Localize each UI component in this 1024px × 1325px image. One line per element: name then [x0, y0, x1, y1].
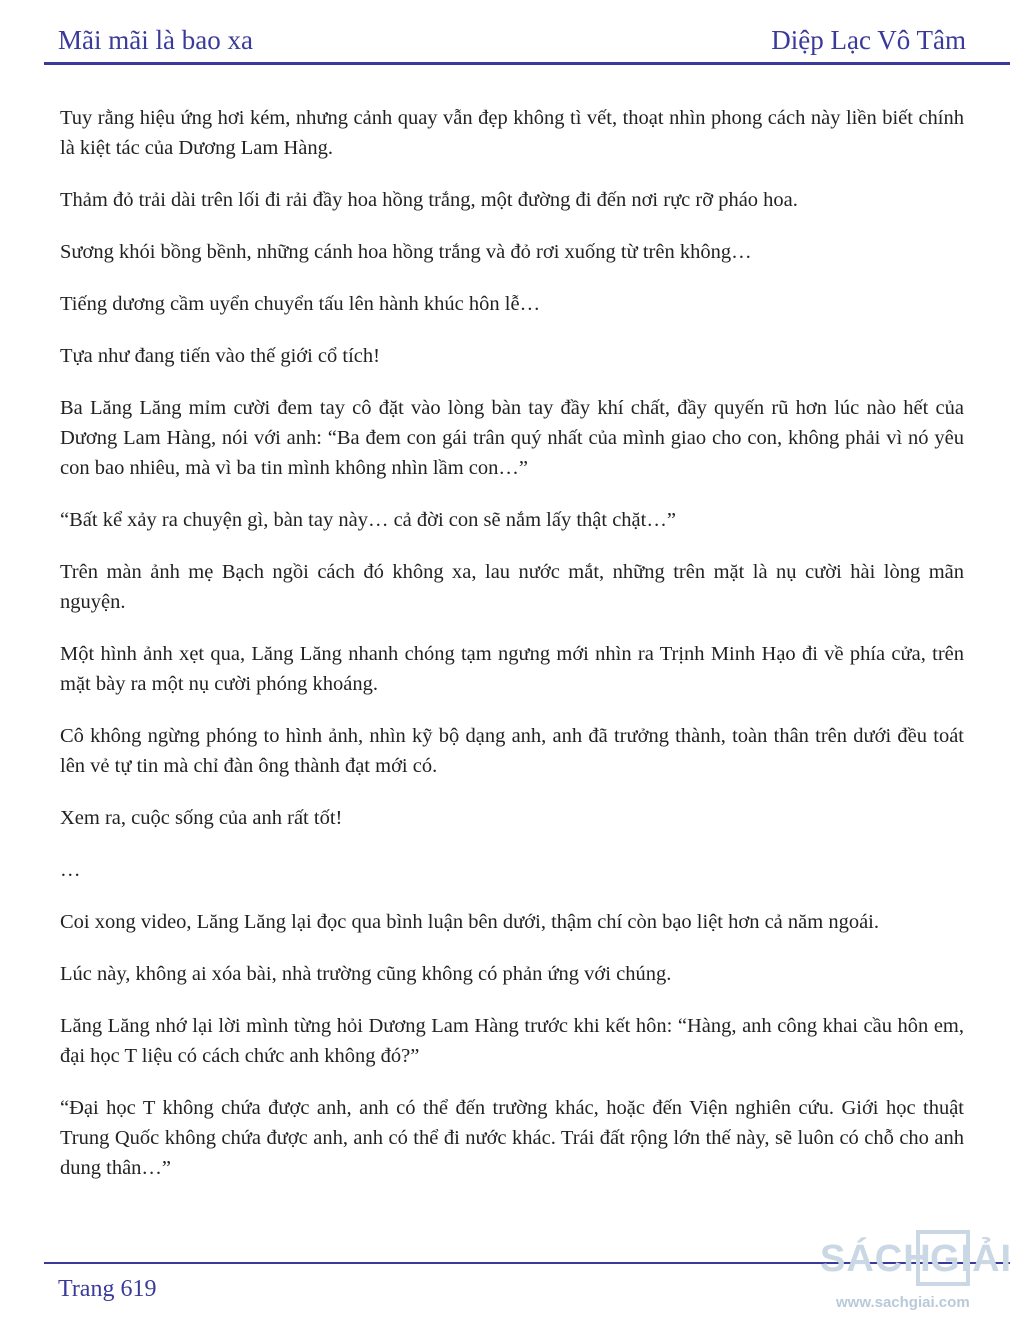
paragraph: Tuy rằng hiệu ứng hơi kém, nhưng cảnh quay vẫn đẹp không tì vết, thoạt nhìn phong cách này liền biết chính là kiệt tác của Dương Lam Hàng.: [60, 107, 964, 159]
watermark-logo: [812, 1218, 1024, 1323]
paragraph: Cô không ngừng phóng to hình ảnh, nhìn kỹ bộ dạng anh, anh đã trưởng thành, toàn thân trên dưới đều toát lên vẻ tự tin mà chỉ đàn ông thành đạt mới có.: [60, 725, 964, 777]
watermark-brand-right: GIẢI: [930, 1238, 1013, 1280]
paragraph: “Đại học T không chứa được anh, anh có thể đến trường khác, hoặc đến Viện nghiên cứu. Giới học thuật Trung Quốc không chứa được anh, anh có thể đi nước khác. Trái đất rộng lớn thế này, sẽ luôn có chỗ cho anh dung thân…”: [60, 1097, 964, 1179]
paragraph: Lúc này, không ai xóa bài, nhà trường cũng không có phản ứng với chúng.: [60, 963, 672, 985]
paragraph: Lăng Lăng nhớ lại lời mình từng hỏi Dương Lam Hàng trước khi kết hôn: “Hàng, anh công khai cầu hôn em, đại học T liệu có cách chức anh không đó?”: [60, 1015, 964, 1067]
paragraph: Một hình ảnh xẹt qua, Lăng Lăng nhanh chóng tạm ngưng mới nhìn ra Trịnh Minh Hạo đi về phía cửa, trên mặt bày ra một nụ cười phóng khoáng.: [60, 643, 964, 695]
watermark-url: www.sachgiai.com: [836, 1294, 970, 1311]
page-header: [0, 0, 1024, 66]
paragraph: Trên màn ảnh mẹ Bạch ngồi cách đó không xa, lau nước mắt, những trên mặt là nụ cười hài lòng mãn nguyện.: [60, 561, 964, 613]
watermark-brand-left: SÁCH: [820, 1238, 932, 1280]
paragraph: Coi xong video, Lăng Lăng lại đọc qua bình luận bên dưới, thậm chí còn bạo liệt hơn cả năm ngoái.: [60, 911, 879, 933]
paragraph: Tựa như đang tiến vào thế giới cổ tích!: [60, 345, 380, 367]
paragraph: Sương khói bồng bềnh, những cánh hoa hồng trắng và đỏ rơi xuống từ trên không…: [60, 241, 752, 263]
header-divider: [44, 62, 1010, 65]
author-name: Diệp Lạc Vô Tâm: [771, 25, 966, 55]
paragraph: Thảm đỏ trải dài trên lối đi rải đầy hoa hồng trắng, một đường đi đến nơi rực rỡ pháo hoa.: [60, 189, 798, 211]
book-title: Mãi mãi là bao xa: [58, 25, 253, 55]
page-body: [60, 103, 964, 1205]
scene-break: …: [60, 859, 81, 881]
paragraph: “Bất kể xảy ra chuyện gì, bàn tay này… cả đời con sẽ nắm lấy thật chặt…”: [60, 509, 676, 531]
paragraph: Xem ra, cuộc sống của anh rất tốt!: [60, 807, 343, 829]
paragraph: Ba Lăng Lăng mỉm cười đem tay cô đặt vào lòng bàn tay đầy khí chất, đầy quyến rũ hơn lúc nào hết của Dương Lam Hàng, nói với anh: “Ba đem con gái trân quý nhất của mình giao cho con, không phải vì nó yêu con bao nhiêu, mà vì ba tin mình không nhìn lầm con…”: [60, 397, 964, 479]
paragraph: Tiếng dương cầm uyển chuyển tấu lên hành khúc hôn lễ…: [60, 293, 541, 315]
page-number: Trang 619: [58, 1276, 157, 1302]
